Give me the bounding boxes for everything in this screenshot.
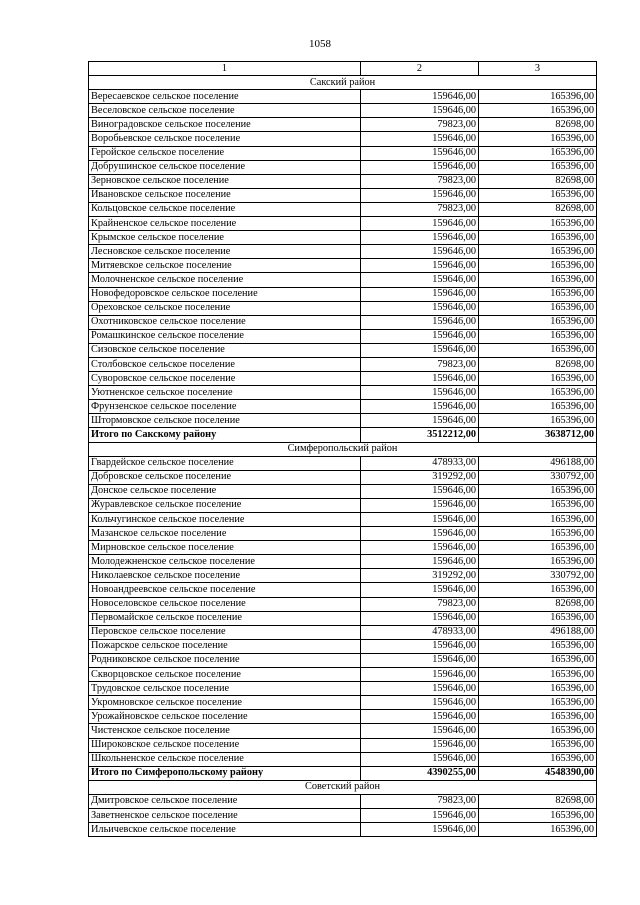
table-row xyxy=(89,611,597,625)
table-row xyxy=(89,470,597,484)
table-row xyxy=(89,569,597,583)
amount-col2-cell: 159646,00 xyxy=(361,738,479,752)
amount-col2-cell: 478933,00 xyxy=(361,456,479,470)
amount-col3-cell: 165396,00 xyxy=(479,555,597,569)
settlement-name-cell: Николаевское сельское поселение xyxy=(89,569,361,583)
budget-table xyxy=(88,61,597,837)
settlement-name-cell: Виноградовское сельское поселение xyxy=(89,118,361,132)
amount-col2-cell: 159646,00 xyxy=(361,273,479,287)
settlement-name-cell: Митяевское сельское поселение xyxy=(89,259,361,273)
table-row xyxy=(89,583,597,597)
settlement-name-cell: Веселовское сельское поселение xyxy=(89,104,361,118)
amount-col3-cell: 330792,00 xyxy=(479,569,597,583)
table-row xyxy=(89,90,597,104)
amount-col3-cell: 165396,00 xyxy=(479,90,597,104)
table-row xyxy=(89,653,597,667)
table-row xyxy=(89,217,597,231)
table-row xyxy=(89,794,597,808)
settlement-name-cell: Ильичевское сельское поселение xyxy=(89,823,361,837)
settlement-name-cell: Урожайновское сельское поселение xyxy=(89,710,361,724)
table-row xyxy=(89,174,597,188)
table-header-row xyxy=(89,62,597,76)
amount-col2-cell: 159646,00 xyxy=(361,541,479,555)
table-row xyxy=(89,160,597,174)
amount-col2-cell: 4390255,00 xyxy=(361,766,479,780)
section-header-row xyxy=(89,780,597,794)
amount-col2-cell: 159646,00 xyxy=(361,611,479,625)
amount-col3-cell: 165396,00 xyxy=(479,541,597,555)
settlement-name-cell: Укромновское сельское поселение xyxy=(89,696,361,710)
amount-col3-cell: 165396,00 xyxy=(479,132,597,146)
table-row xyxy=(89,498,597,512)
table-row xyxy=(89,682,597,696)
amount-col2-cell: 159646,00 xyxy=(361,498,479,512)
table-row xyxy=(89,301,597,315)
amount-col3-cell: 165396,00 xyxy=(479,372,597,386)
amount-col2-cell: 159646,00 xyxy=(361,513,479,527)
settlement-name-cell: Зерновское сельское поселение xyxy=(89,174,361,188)
settlement-name-cell: Заветненское сельское поселение xyxy=(89,808,361,822)
amount-col3-cell: 165396,00 xyxy=(479,386,597,400)
settlement-name-cell: Мирновское сельское поселение xyxy=(89,541,361,555)
settlement-name-cell: Итого по Сакскому району xyxy=(89,428,361,442)
amount-col2-cell: 159646,00 xyxy=(361,329,479,343)
amount-col3-cell: 165396,00 xyxy=(479,668,597,682)
table-row xyxy=(89,808,597,822)
table-row xyxy=(89,329,597,343)
amount-col2-cell: 159646,00 xyxy=(361,217,479,231)
amount-col2-cell: 159646,00 xyxy=(361,484,479,498)
amount-col2-cell: 159646,00 xyxy=(361,315,479,329)
amount-col2-cell: 79823,00 xyxy=(361,357,479,371)
amount-col2-cell: 159646,00 xyxy=(361,653,479,667)
amount-col3-cell: 165396,00 xyxy=(479,188,597,202)
amount-col3-cell: 165396,00 xyxy=(479,329,597,343)
total-row xyxy=(89,428,597,442)
amount-col3-cell: 165396,00 xyxy=(479,343,597,357)
amount-col2-cell: 159646,00 xyxy=(361,724,479,738)
amount-col3-cell: 330792,00 xyxy=(479,470,597,484)
settlement-name-cell: Новофедоровское сельское поселение xyxy=(89,287,361,301)
amount-col2-cell: 159646,00 xyxy=(361,752,479,766)
amount-col2-cell: 159646,00 xyxy=(361,696,479,710)
table-row xyxy=(89,414,597,428)
amount-col3-cell: 165396,00 xyxy=(479,287,597,301)
settlement-name-cell: Сизовское сельское поселение xyxy=(89,343,361,357)
table-row xyxy=(89,513,597,527)
settlement-name-cell: Охотниковское сельское поселение xyxy=(89,315,361,329)
settlement-name-cell: Молодежненское сельское поселение xyxy=(89,555,361,569)
amount-col2-cell: 159646,00 xyxy=(361,245,479,259)
amount-col3-cell: 496188,00 xyxy=(479,456,597,470)
settlement-name-cell: Кольцовское сельское поселение xyxy=(89,202,361,216)
amount-col2-cell: 159646,00 xyxy=(361,287,479,301)
page-number: 1058 xyxy=(309,38,331,50)
settlement-name-cell: Крайненское сельское поселение xyxy=(89,217,361,231)
settlement-name-cell: Дмитровское сельское поселение xyxy=(89,794,361,808)
settlement-name-cell: Воробьевское сельское поселение xyxy=(89,132,361,146)
amount-col3-cell: 82698,00 xyxy=(479,597,597,611)
amount-col2-cell: 159646,00 xyxy=(361,414,479,428)
amount-col2-cell: 159646,00 xyxy=(361,583,479,597)
amount-col2-cell: 159646,00 xyxy=(361,639,479,653)
amount-col3-cell: 165396,00 xyxy=(479,513,597,527)
amount-col2-cell: 159646,00 xyxy=(361,301,479,315)
table-row xyxy=(89,132,597,146)
amount-col3-cell: 165396,00 xyxy=(479,498,597,512)
amount-col3-cell: 165396,00 xyxy=(479,724,597,738)
table-row xyxy=(89,146,597,160)
section-title: Симферопольский район xyxy=(89,442,597,456)
settlement-name-cell: Лесновское сельское поселение xyxy=(89,245,361,259)
column-header-2: 2 xyxy=(361,62,479,76)
amount-col2-cell: 159646,00 xyxy=(361,710,479,724)
settlement-name-cell: Трудовское сельское поселение xyxy=(89,682,361,696)
settlement-name-cell: Первомайское сельское поселение xyxy=(89,611,361,625)
section-header-row xyxy=(89,442,597,456)
amount-col2-cell: 79823,00 xyxy=(361,174,479,188)
amount-col3-cell: 165396,00 xyxy=(479,104,597,118)
table-row xyxy=(89,202,597,216)
amount-col2-cell: 159646,00 xyxy=(361,343,479,357)
amount-col2-cell: 159646,00 xyxy=(361,188,479,202)
amount-col3-cell: 165396,00 xyxy=(479,527,597,541)
amount-col2-cell: 159646,00 xyxy=(361,259,479,273)
amount-col2-cell: 159646,00 xyxy=(361,132,479,146)
settlement-name-cell: Родниковское сельское поселение xyxy=(89,653,361,667)
settlement-name-cell: Пожарское сельское поселение xyxy=(89,639,361,653)
settlement-name-cell: Ромашкинское сельское поселение xyxy=(89,329,361,343)
settlement-name-cell: Крымское сельское поселение xyxy=(89,231,361,245)
table-row xyxy=(89,738,597,752)
settlement-name-cell: Штормовское сельское поселение xyxy=(89,414,361,428)
amount-col3-cell: 82698,00 xyxy=(479,794,597,808)
settlement-name-cell: Новоселовское сельское поселение xyxy=(89,597,361,611)
amount-col3-cell: 165396,00 xyxy=(479,653,597,667)
amount-col3-cell: 496188,00 xyxy=(479,625,597,639)
amount-col2-cell: 159646,00 xyxy=(361,668,479,682)
settlement-name-cell: Донское сельское поселение xyxy=(89,484,361,498)
amount-col3-cell: 165396,00 xyxy=(479,217,597,231)
settlement-name-cell: Школьненское сельское поселение xyxy=(89,752,361,766)
settlement-name-cell: Фрунзенское сельское поселение xyxy=(89,400,361,414)
amount-col3-cell: 4548390,00 xyxy=(479,766,597,780)
amount-col3-cell: 165396,00 xyxy=(479,301,597,315)
amount-col3-cell: 165396,00 xyxy=(479,484,597,498)
amount-col2-cell: 159646,00 xyxy=(361,386,479,400)
table-row xyxy=(89,357,597,371)
table-row xyxy=(89,343,597,357)
table-row xyxy=(89,527,597,541)
settlement-name-cell: Уютненское сельское поселение xyxy=(89,386,361,400)
amount-col2-cell: 319292,00 xyxy=(361,470,479,484)
settlement-name-cell: Скворцовское сельское поселение xyxy=(89,668,361,682)
amount-col3-cell: 165396,00 xyxy=(479,696,597,710)
amount-col2-cell: 159646,00 xyxy=(361,555,479,569)
amount-col2-cell: 159646,00 xyxy=(361,231,479,245)
amount-col2-cell: 79823,00 xyxy=(361,597,479,611)
settlement-name-cell: Ивановское сельское поселение xyxy=(89,188,361,202)
amount-col3-cell: 165396,00 xyxy=(479,823,597,837)
settlement-name-cell: Геройское сельское поселение xyxy=(89,146,361,160)
table-row xyxy=(89,597,597,611)
amount-col3-cell: 165396,00 xyxy=(479,245,597,259)
table-row xyxy=(89,484,597,498)
table-row xyxy=(89,625,597,639)
table-row xyxy=(89,400,597,414)
section-title: Сакский район xyxy=(89,76,597,90)
amount-col2-cell: 159646,00 xyxy=(361,823,479,837)
table-row xyxy=(89,710,597,724)
settlement-name-cell: Добровское сельское поселение xyxy=(89,470,361,484)
amount-col3-cell: 82698,00 xyxy=(479,357,597,371)
table-row xyxy=(89,386,597,400)
amount-col2-cell: 159646,00 xyxy=(361,682,479,696)
table-body xyxy=(89,62,597,837)
settlement-name-cell: Суворовское сельское поселение xyxy=(89,372,361,386)
amount-col3-cell: 165396,00 xyxy=(479,146,597,160)
table-row xyxy=(89,752,597,766)
amount-col3-cell: 165396,00 xyxy=(479,639,597,653)
amount-col2-cell: 159646,00 xyxy=(361,90,479,104)
amount-col2-cell: 159646,00 xyxy=(361,808,479,822)
settlement-name-cell: Кольчугинское сельское поселение xyxy=(89,513,361,527)
amount-col3-cell: 165396,00 xyxy=(479,682,597,696)
amount-col2-cell: 79823,00 xyxy=(361,202,479,216)
amount-col3-cell: 165396,00 xyxy=(479,752,597,766)
settlement-name-cell: Чистенское сельское поселение xyxy=(89,724,361,738)
settlement-name-cell: Итого по Симферопольскому району xyxy=(89,766,361,780)
amount-col3-cell: 165396,00 xyxy=(479,738,597,752)
table-row xyxy=(89,231,597,245)
settlement-name-cell: Вересаевское сельское поселение xyxy=(89,90,361,104)
table-row xyxy=(89,118,597,132)
table-row xyxy=(89,188,597,202)
amount-col3-cell: 165396,00 xyxy=(479,710,597,724)
table-row xyxy=(89,541,597,555)
table-row xyxy=(89,555,597,569)
amount-col3-cell: 165396,00 xyxy=(479,808,597,822)
settlement-name-cell: Гвардейское сельское поселение xyxy=(89,456,361,470)
table-row xyxy=(89,259,597,273)
table-row xyxy=(89,104,597,118)
table-row xyxy=(89,273,597,287)
section-header-row xyxy=(89,76,597,90)
table-row xyxy=(89,668,597,682)
table-row xyxy=(89,287,597,301)
amount-col3-cell: 165396,00 xyxy=(479,611,597,625)
amount-col3-cell: 165396,00 xyxy=(479,160,597,174)
column-header-3: 3 xyxy=(479,62,597,76)
amount-col2-cell: 159646,00 xyxy=(361,400,479,414)
amount-col3-cell: 82698,00 xyxy=(479,174,597,188)
amount-col2-cell: 159646,00 xyxy=(361,372,479,386)
settlement-name-cell: Журавлевское сельское поселение xyxy=(89,498,361,512)
settlement-name-cell: Широковское сельское поселение xyxy=(89,738,361,752)
total-row xyxy=(89,766,597,780)
amount-col2-cell: 159646,00 xyxy=(361,104,479,118)
settlement-name-cell: Новоандреевское сельское поселение xyxy=(89,583,361,597)
table-row xyxy=(89,639,597,653)
amount-col3-cell: 82698,00 xyxy=(479,118,597,132)
amount-col2-cell: 159646,00 xyxy=(361,160,479,174)
table-row xyxy=(89,372,597,386)
table-row xyxy=(89,724,597,738)
amount-col3-cell: 165396,00 xyxy=(479,400,597,414)
settlement-name-cell: Ореховское сельское поселение xyxy=(89,301,361,315)
amount-col3-cell: 165396,00 xyxy=(479,414,597,428)
amount-col3-cell: 82698,00 xyxy=(479,202,597,216)
amount-col2-cell: 3512212,00 xyxy=(361,428,479,442)
table-row xyxy=(89,315,597,329)
amount-col2-cell: 79823,00 xyxy=(361,118,479,132)
amount-col3-cell: 3638712,00 xyxy=(479,428,597,442)
table-row xyxy=(89,456,597,470)
settlement-name-cell: Молочненское сельское поселение xyxy=(89,273,361,287)
table-row xyxy=(89,245,597,259)
amount-col2-cell: 159646,00 xyxy=(361,146,479,160)
settlement-name-cell: Добрушинское сельское поселение xyxy=(89,160,361,174)
amount-col3-cell: 165396,00 xyxy=(479,583,597,597)
column-header-1: 1 xyxy=(89,62,361,76)
amount-col2-cell: 79823,00 xyxy=(361,794,479,808)
settlement-name-cell: Столбовское сельское поселение xyxy=(89,357,361,371)
amount-col2-cell: 478933,00 xyxy=(361,625,479,639)
amount-col3-cell: 165396,00 xyxy=(479,315,597,329)
table-row xyxy=(89,696,597,710)
amount-col3-cell: 165396,00 xyxy=(479,259,597,273)
settlement-name-cell: Перовское сельское поселение xyxy=(89,625,361,639)
amount-col3-cell: 165396,00 xyxy=(479,231,597,245)
amount-col2-cell: 319292,00 xyxy=(361,569,479,583)
amount-col2-cell: 159646,00 xyxy=(361,527,479,541)
amount-col3-cell: 165396,00 xyxy=(479,273,597,287)
settlement-name-cell: Мазанское сельское поселение xyxy=(89,527,361,541)
section-title: Советский район xyxy=(89,780,597,794)
table-row xyxy=(89,823,597,837)
